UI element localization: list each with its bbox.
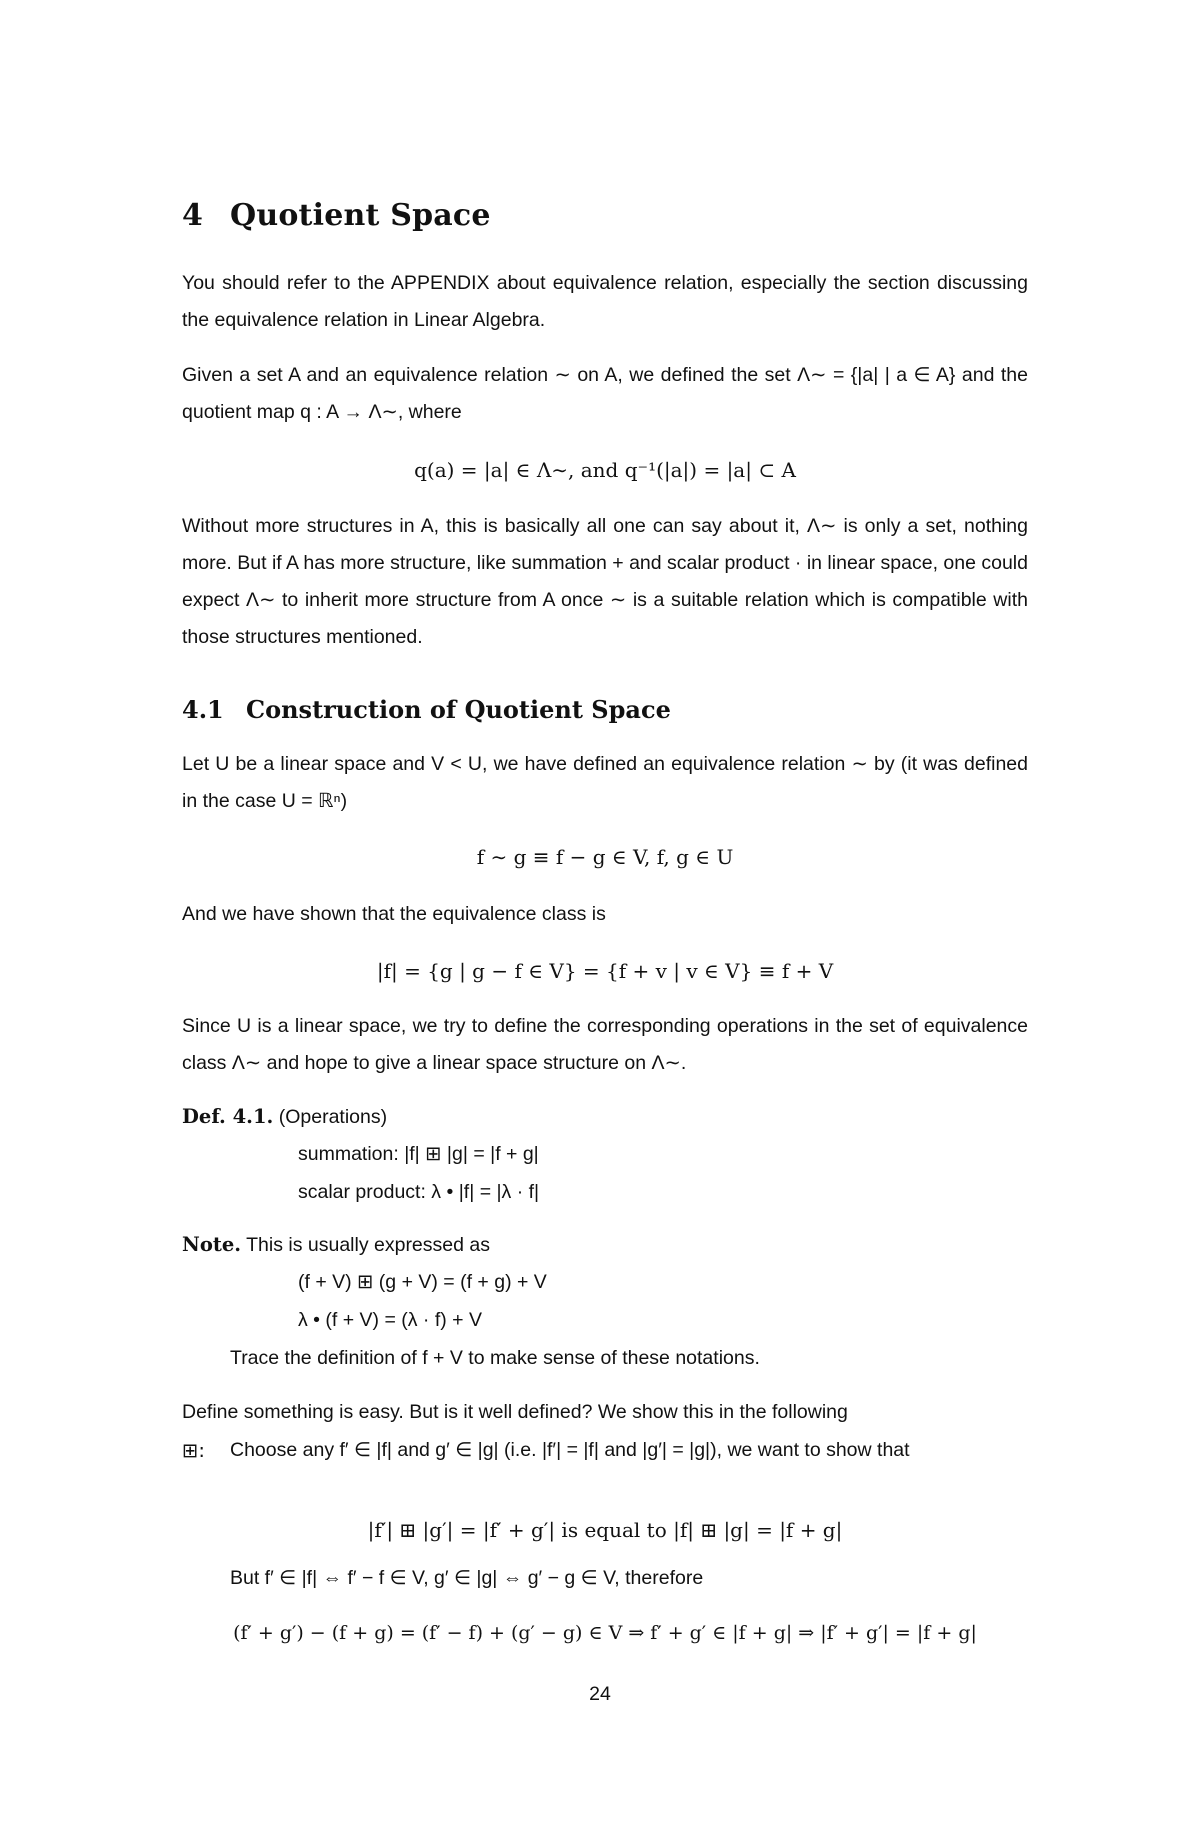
- paragraph-text: Define something is easy. But is it well defined? We show this in the following: [182, 1401, 848, 1423]
- note-line-3: [230, 1340, 1028, 1377]
- paragraph-well-defined: [182, 1394, 1028, 1431]
- paragraph-structure: [182, 508, 1028, 656]
- section-title: Quotient Space: [230, 198, 491, 233]
- definition-line: scalar product: λ • |f| = |λ · f|: [298, 1181, 540, 1203]
- definition-header: [182, 1098, 1028, 1136]
- note-line: Trace the definition of f + V to make sense of these notations.: [230, 1347, 760, 1369]
- paragraph-text: Let U be a linear space and V < U, we have defined an equivalence relation ∼ by (it was defined in the case U = ℝⁿ): [182, 753, 1028, 812]
- paragraph-linear-space: [182, 746, 1028, 820]
- note-line-2: [298, 1302, 998, 1339]
- paragraph-quotient-map: [182, 357, 1028, 431]
- section-heading: [182, 198, 1028, 233]
- equation-conclusion: (f′ + g′) − (f + g) = (f′ − f) + (g′ − g) ∈ V ⇒ f′ + g′ ∈ |f + g| ⇒ |f′ + g′| = |f + g|: [233, 1622, 977, 1644]
- proof-block: [182, 1432, 1028, 1469]
- proof-symbol: ⊞:: [182, 1439, 205, 1462]
- note-label: Note.: [182, 1233, 242, 1256]
- paragraph-text: Without more structures in A, this is basically all one can say about it, Λ∼ is only a set, nothing more. But if A has more structure, like summation + and scalar product · in linear space, one could expect Λ∼ to inherit more structure from A once ∼ is a suitable relation which is compatible with those structures mentioned.: [182, 515, 1028, 648]
- note-text: This is usually expressed as: [246, 1234, 490, 1256]
- definition-text: (Operations): [278, 1106, 388, 1128]
- page-number: 24: [589, 1683, 611, 1705]
- paragraph-text: And we have shown that the equivalence class is: [182, 903, 606, 925]
- paragraph-text: Given a set A and an equivalence relation ∼ on A, we defined the set Λ∼ = {|a| | a ∈ A} and the quotient map q : A → Λ∼, where: [182, 364, 1028, 423]
- equation-well-defined: |f′| ⊞ |g′| = |f′ + g′| is equal to |f| ⊞ |g| = |f + g|: [367, 1518, 843, 1542]
- equation-quotient-map: q(a) = |a| ∈ Λ∼, and q⁻¹(|a|) = |a| ⊂ A: [414, 458, 796, 482]
- note-line: λ • (f + V) = (λ · f) + V: [298, 1309, 482, 1331]
- paragraph-operations-intro: [182, 1008, 1028, 1082]
- equation-relation: f ∼ g ≡ f − g ∈ V, f, g ∈ U: [476, 845, 734, 869]
- subsection-title: Construction of Quotient Space: [246, 695, 671, 724]
- paragraph-text: Since U is a linear space, we try to define the corresponding operations in the set of equivalence class Λ∼ and hope to give a linear space structure on Λ∼.: [182, 1015, 1028, 1074]
- definition-summation: [298, 1136, 998, 1173]
- definition-line: summation: |f| ⊞ |g| = |f + g|: [298, 1143, 539, 1165]
- proof-line-2: [230, 1560, 1028, 1597]
- paragraph-appendix-ref: [182, 265, 1028, 339]
- section-number: 4: [182, 198, 204, 233]
- paragraph-equivalence-class: [182, 896, 1028, 933]
- proof-text: Choose any f′ ∈ |f| and g′ ∈ |g| (i.e. |f′| = |f| and |g′| = |g|), we want to show that: [230, 1439, 910, 1461]
- subsection-heading: [182, 695, 1028, 724]
- definition-scalar-product: [298, 1174, 998, 1211]
- subsection-number: 4.1: [182, 695, 224, 724]
- note-line-1: [298, 1264, 998, 1301]
- paragraph-text: You should refer to the APPENDIX about equivalence relation, especially the section discussing the equivalence relation in Linear Algebra.: [182, 272, 1028, 331]
- note-header: [182, 1226, 1028, 1264]
- equation-class: |f| = {g | g − f ∈ V} = {f + v | v ∈ V} ≡ f + V: [376, 959, 834, 983]
- definition-label: Def. 4.1.: [182, 1105, 274, 1128]
- proof-line: But f′ ∈ |f| ⇔ f′ − f ∈ V, g′ ∈ |g| ⇔ g′ − g ∈ V, therefore: [230, 1567, 704, 1589]
- note-line: (f + V) ⊞ (g + V) = (f + g) + V: [298, 1271, 547, 1293]
